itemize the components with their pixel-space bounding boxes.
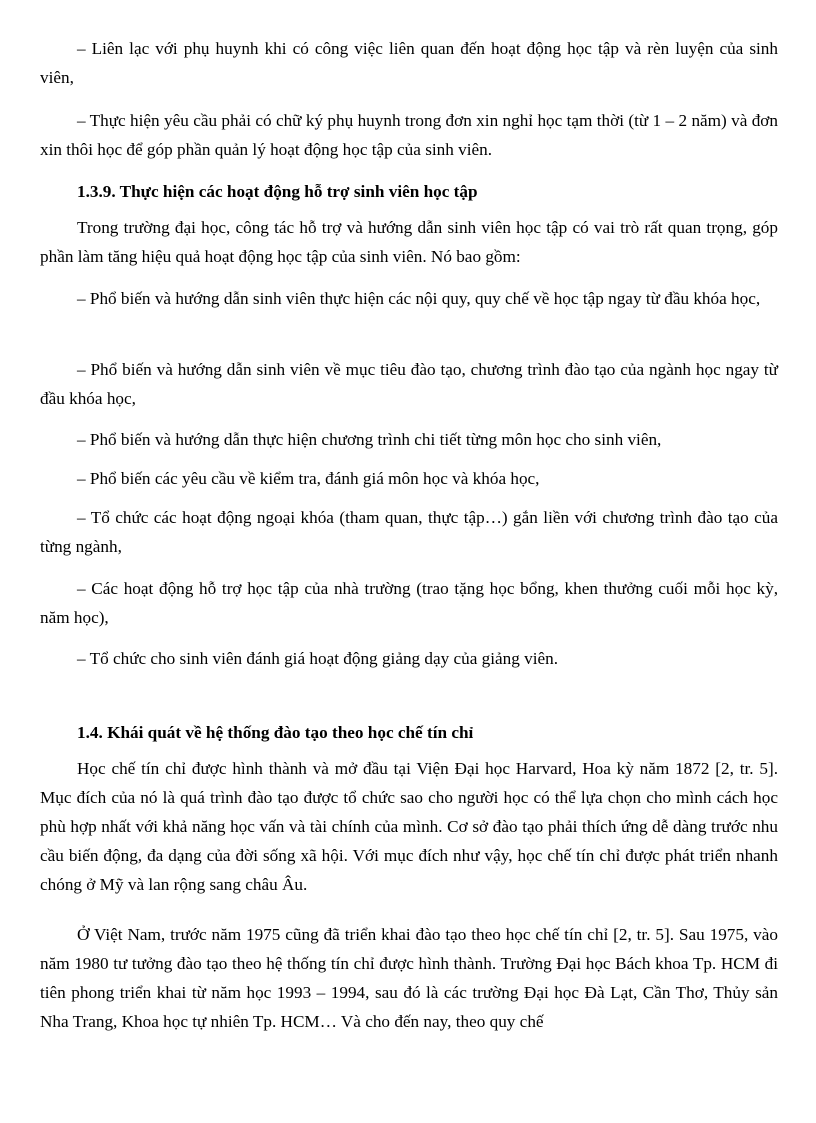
paragraph-parent-signature: – Thực hiện yêu cầu phải có chữ ký phụ huynh trong đơn xin nghỉ học tạm thời (từ 1 – 2 năm) và đơn xin thôi học để góp phần quản lý hoạt động học tập của sinh viên. bbox=[40, 111, 778, 159]
section-heading-1-3-9: 1.3.9. Thực hiện các hoạt động hỗ trợ sinh viên học tập bbox=[77, 182, 478, 201]
list-item: – Phổ biến các yêu cầu về kiểm tra, đánh giá môn học và khóa học, bbox=[77, 469, 540, 488]
list-item: – Tổ chức các hoạt động ngoại khóa (tham quan, thực tập…) gắn liền với chương trình đào tạo của từng ngành, bbox=[40, 508, 778, 556]
list-item: – Tổ chức cho sinh viên đánh giá hoạt động giảng dạy của giảng viên. bbox=[77, 649, 559, 668]
list-item: – Phổ biến và hướng dẫn thực hiện chương trình chi tiết từng môn học cho sinh viên, bbox=[77, 430, 662, 449]
list-item: – Phổ biến và hướng dẫn sinh viên về mục tiêu đào tạo, chương trình đào tạo của ngành học ngay từ đầu khóa học, bbox=[40, 360, 778, 408]
list-item: – Phổ biến và hướng dẫn sinh viên thực hiện các nội quy, quy chế về học tập ngay từ đầu khóa học, bbox=[77, 289, 761, 308]
section-heading-1-4: 1.4. Khái quát về hệ thống đào tạo theo học chế tín chỉ bbox=[77, 723, 474, 742]
paragraph-contact-parents: – Liên lạc với phụ huynh khi có công việc liên quan đến hoạt động học tập và rèn luyện của sinh viên, bbox=[40, 39, 778, 87]
paragraph-credit-vietnam: Ở Việt Nam, trước năm 1975 cũng đã triển khai đào tạo theo học chế tín chỉ [2, tr. 5]. Sau 1975, vào năm 1980 tư tưởng đào tạo theo hệ thống tín chỉ được hình thành. Trường Đại học Bách khoa Tp. HCM đi tiên phong triển khai từ năm học 1993 – 1994, sau đó là các trường Đại học Đà Lạt, Cần Thơ, Thủy sản Nha Trang, Khoa học tự nhiên Tp. HCM… Và cho đến nay, theo quy chế bbox=[40, 925, 778, 1031]
paragraph-credit-origin: Học chế tín chỉ được hình thành và mở đầu tại Viện Đại học Harvard, Hoa kỳ năm 1872 [2, tr. 5]. Mục đích của nó là quá trình đào tạo được tổ chức sao cho người học có thể lựa chọn cho mình cách học phù hợp nhất với khả năng học vấn và tài chính của mình. Cơ sở đào tạo phải thích ứng dễ dàng trước nhu cầu biến động, đa dạng của đời sống xã hội. Với mục đích như vậy, học chế tín chỉ được phát triển nhanh chóng ở Mỹ và lan rộng sang châu Âu. bbox=[40, 759, 778, 894]
paragraph-support-intro: Trong trường đại học, công tác hỗ trợ và hướng dẫn sinh viên học tập có vai trò rất quan trọng, góp phần làm tăng hiệu quả hoạt động học tập của sinh viên. Nó bao gồm: bbox=[40, 218, 778, 266]
list-item: – Các hoạt động hỗ trợ học tập của nhà trường (trao tặng học bổng, khen thưởng cuối mỗi học kỳ, năm học), bbox=[40, 579, 778, 627]
